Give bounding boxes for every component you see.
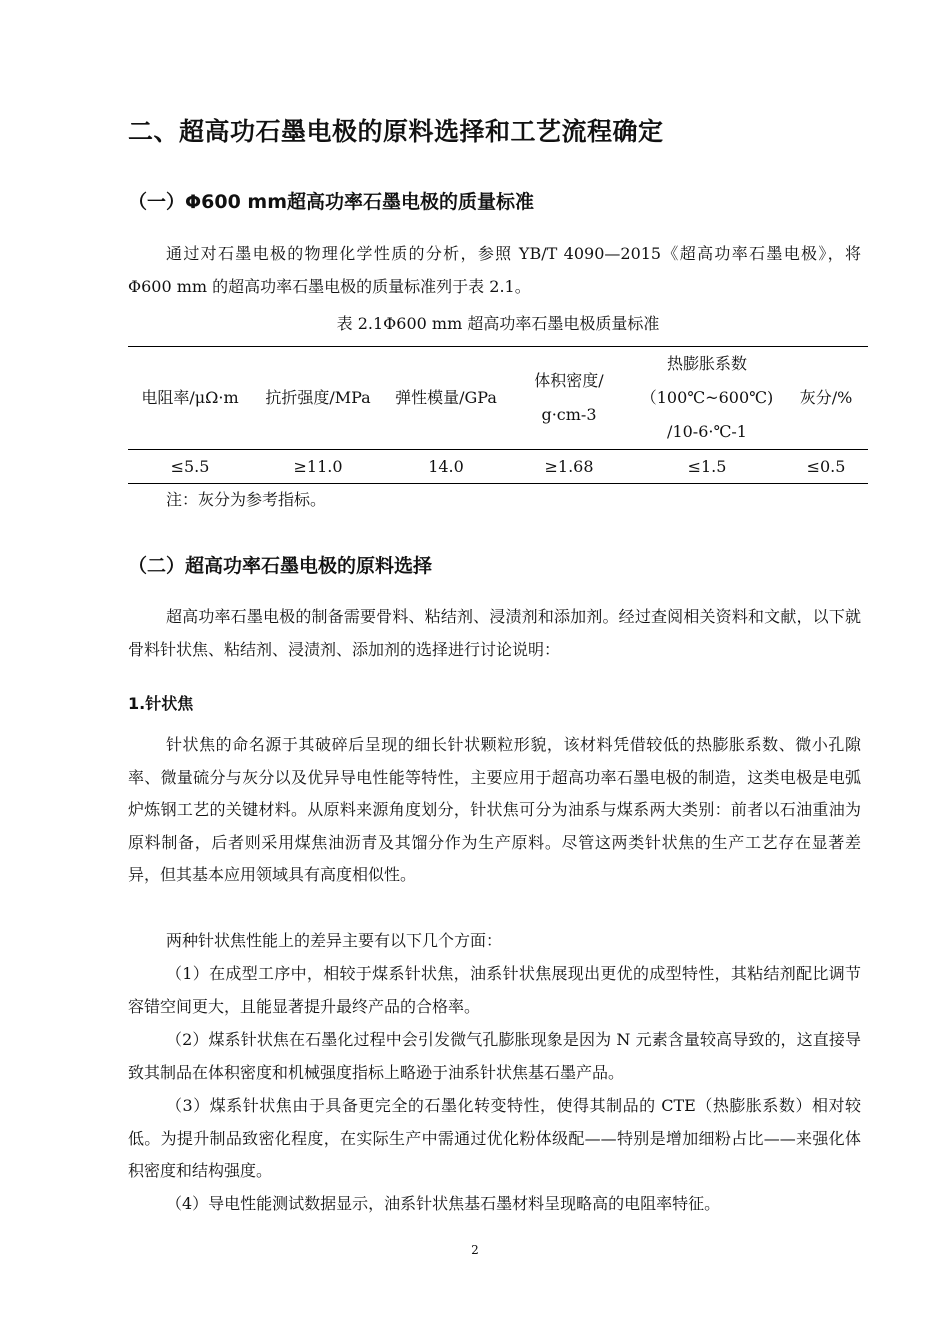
table-row: [128, 450, 868, 484]
raw-materials-paragraph: 超高功率石墨电极的制备需要骨料、粘结剂、浸渍剂和添加剂。经过查阅相关资料和文献，以下就骨料针状焦、粘结剂、浸渍剂、添加剂的选择进行讨论说明：: [128, 607, 861, 659]
section-heading-quality-standard: （一）Φ600 mm超高功率石墨电极的质量标准: [128, 191, 535, 213]
cell-ash: ≤0.5: [784, 450, 868, 484]
header-resistivity: 电阻率/μΩ·m: [128, 347, 252, 450]
header-bulk-density-line2: g·cm-3: [541, 405, 597, 424]
table-header-row: [128, 347, 868, 450]
section-heading-raw-materials: （二）超高功率石墨电极的原料选择: [128, 555, 433, 577]
list-item: （1）在成型工序中，相较于煤系针状焦，油系针状焦展现出更优的成型特性，其粘结剂配比调节容错空间更大，且能显著提升最终产品的合格率。: [128, 964, 861, 1016]
differences-intro: 两种针状焦性能上的差异主要有以下几个方面：: [166, 931, 503, 950]
cell-thermal-expansion: ≤1.5: [630, 450, 784, 484]
list-item: （2）煤系针状焦在石墨化过程中会引发微气孔膨胀现象是因为 N 元素含量较高导致的，这直接导致其制品在体积密度和机械强度指标上略逊于油系针状焦基石墨产品。: [128, 1030, 861, 1082]
header-bulk-density-line1: 体积密度/: [534, 371, 604, 390]
header-flexural-strength: 抗折强度/MPa: [252, 347, 384, 450]
quality-standard-table: [128, 346, 868, 484]
header-thermal-expansion: [630, 347, 784, 450]
table-caption: 表 2.1Φ600 mm 超高功率石墨电极质量标准: [336, 314, 660, 333]
page-number: 2: [471, 1243, 479, 1257]
needle-coke-paragraph: 针状焦的命名源于其破碎后呈现的细长针状颗粒形貌，该材料凭借较低的热膨胀系数、微小孔隙率、微量硫分与灰分以及优异导电性能等特性，主要应用于超高功率石墨电极的制造，这类电极是电弧炉炼钢工艺的关键材料。从原料来源角度划分，针状焦可分为油系与煤系两大类别：前者以石油重油为原料制备，后者则采用煤焦油沥青及其馏分作为生产原料。尽管这两类针状焦的生产工艺存在显著差异，但其基本应用领域具有高度相似性。: [128, 735, 861, 884]
cell-bulk-density: ≥1.68: [508, 450, 630, 484]
intro-paragraph: 通过对石墨电极的物理化学性质的分析，参照 YB/T 4090—2015《超高功率石墨电极》，将 Φ600 mm 的超高功率石墨电极的质量标准列于表 2.1。: [128, 244, 861, 296]
header-thermal-line3: /10-6·℃-1: [667, 422, 747, 441]
chapter-title: 二、超高功石墨电极的原料选择和工艺流程确定: [128, 117, 664, 146]
header-ash: 灰分/%: [784, 347, 868, 450]
cell-flexural-strength: ≥11.0: [252, 450, 384, 484]
cell-resistivity: ≤5.5: [128, 450, 252, 484]
subheading-needle-coke: 1.针状焦: [128, 694, 194, 713]
header-bulk-density: [508, 347, 630, 450]
header-thermal-line2: （100℃~600℃): [640, 388, 774, 407]
list-item: （4）导电性能测试数据显示，油系针状焦基石墨材料呈现略高的电阻率特征。: [166, 1194, 721, 1213]
header-thermal-line1: 热膨胀系数: [666, 354, 747, 373]
cell-elastic-modulus: 14.0: [384, 450, 508, 484]
header-elastic-modulus: 弹性模量/GPa: [384, 347, 508, 450]
list-item: （3）煤系针状焦由于具备更完全的石墨化转变特性，使得其制品的 CTE（热膨胀系数）相对较低。为提升制品致密化程度，在实际生产中需通过优化粉体级配——特别是增加细粉占比——来强化体积密度和结构强度。: [128, 1096, 861, 1180]
table-note: 注：灰分为参考指标。: [166, 490, 327, 509]
